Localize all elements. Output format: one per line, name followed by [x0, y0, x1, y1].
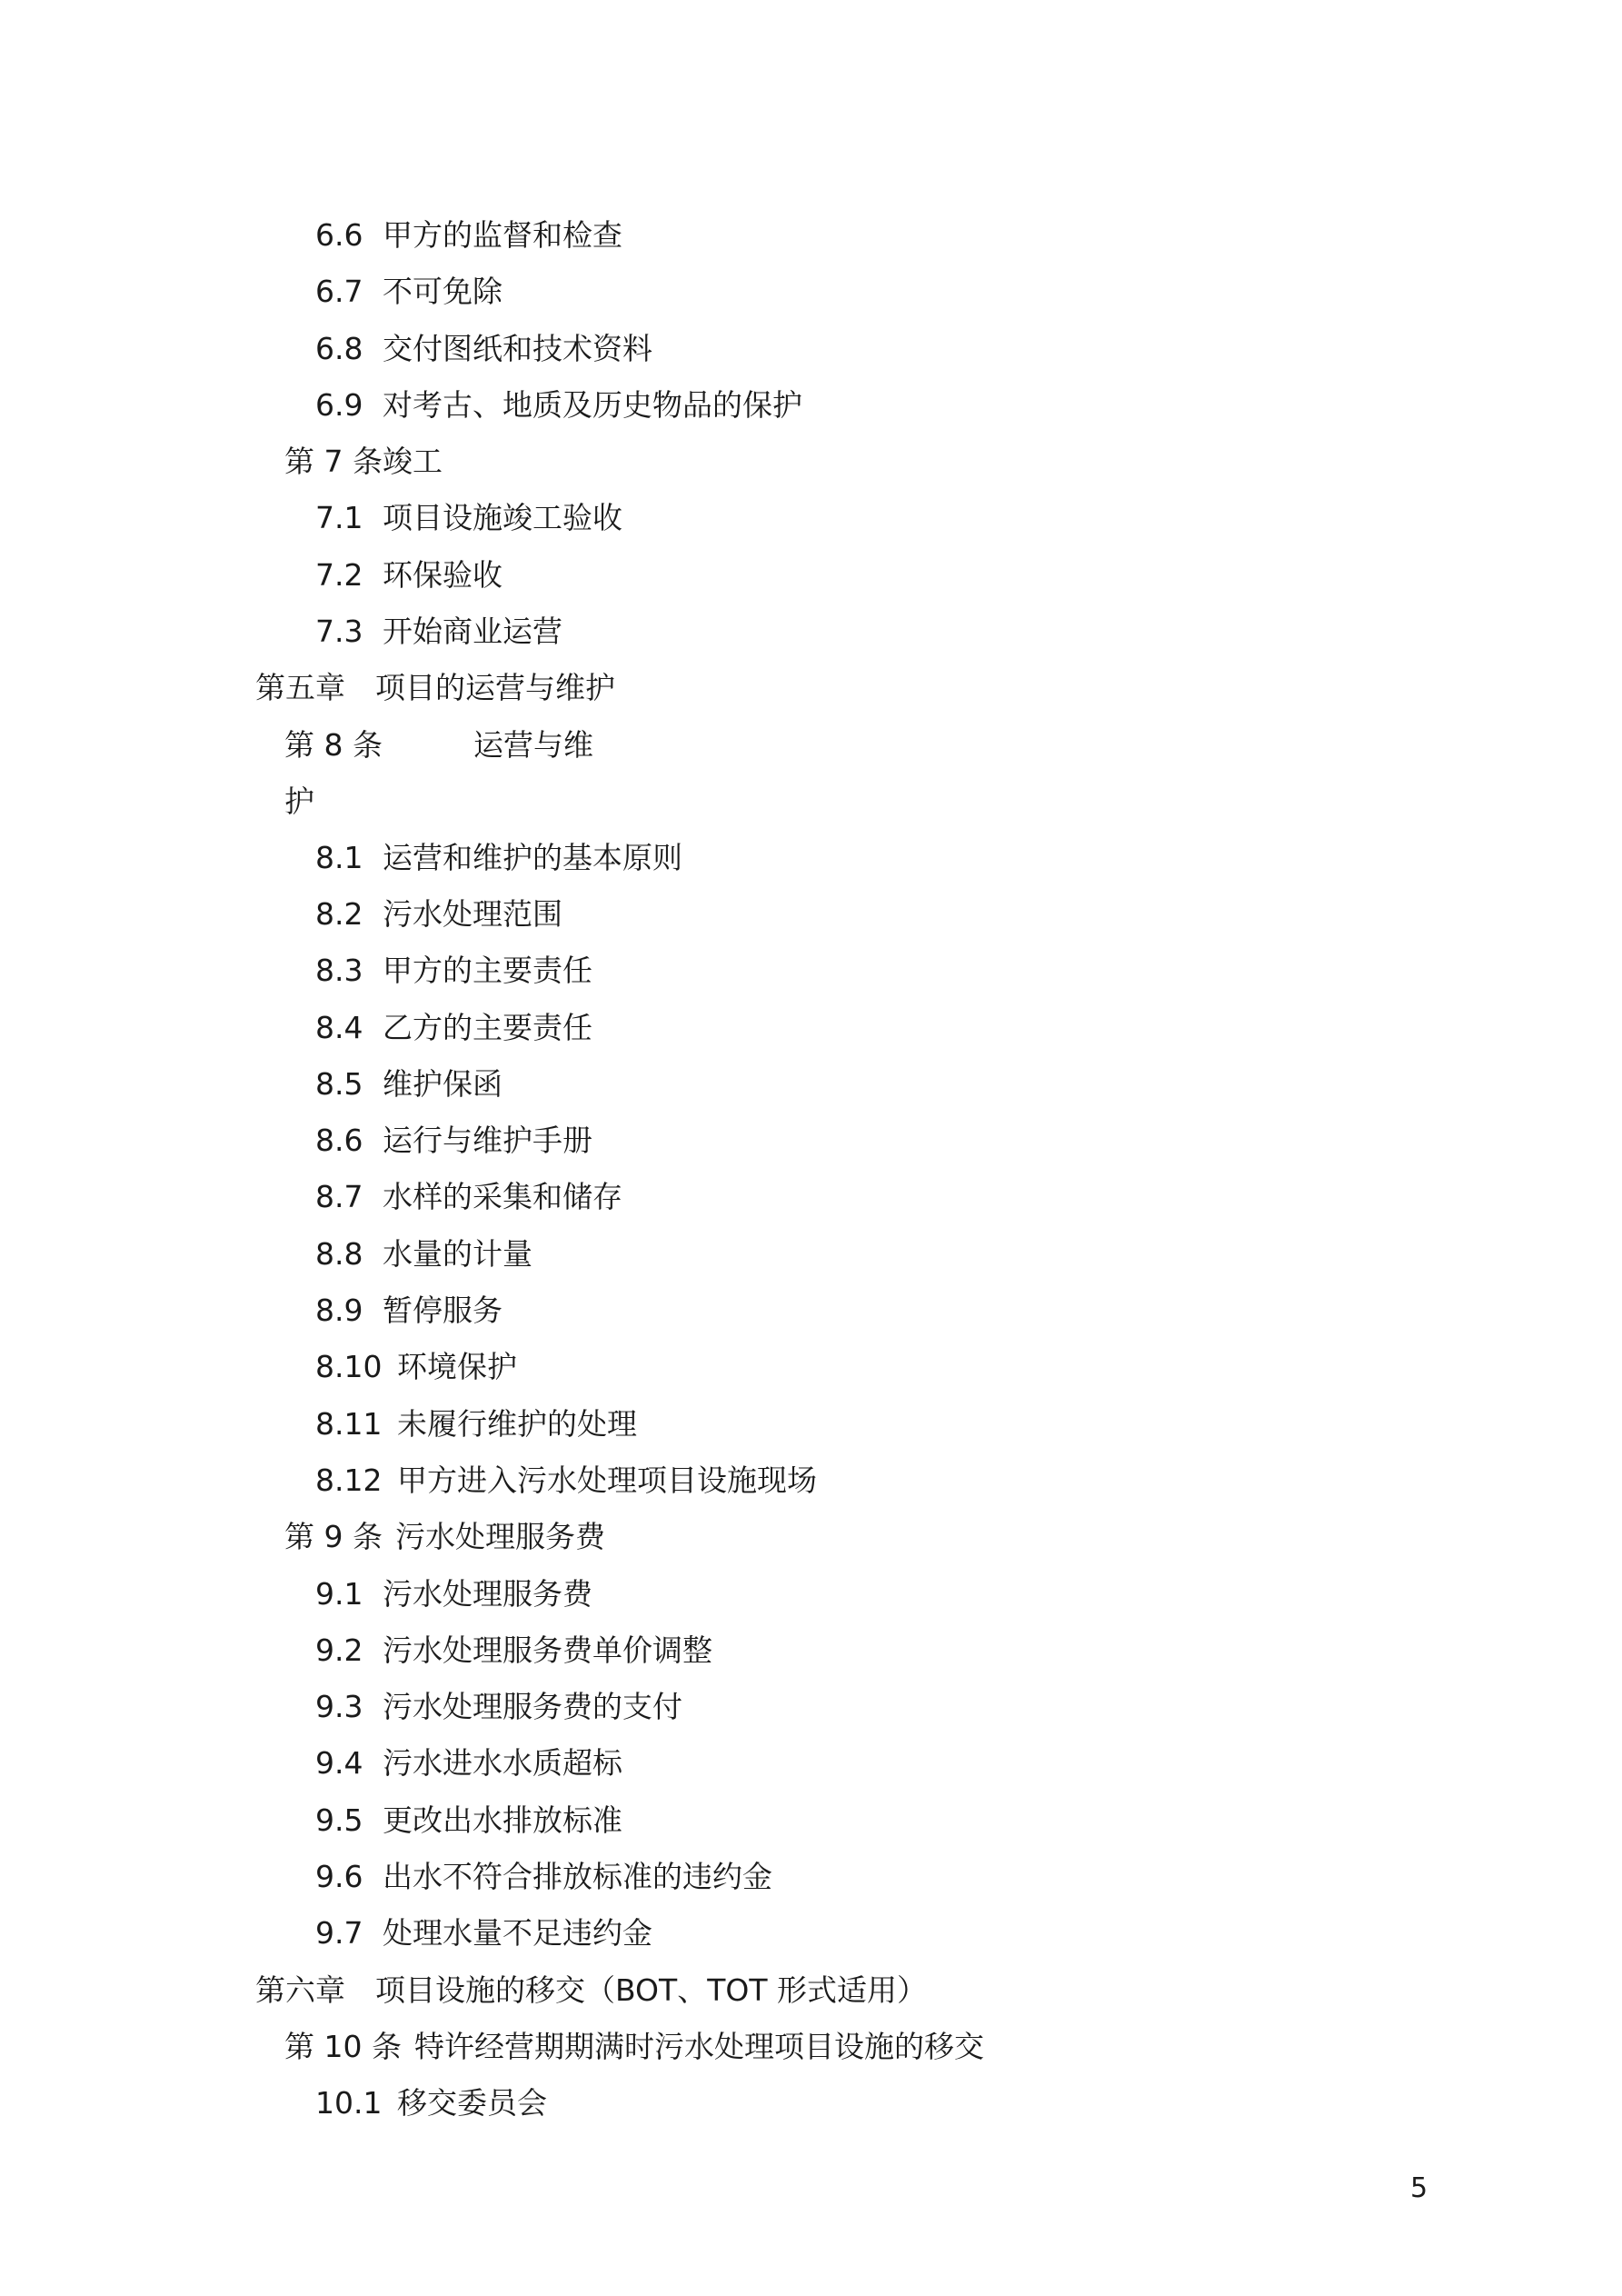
toc-title: 甲方的监督和检查: [383, 217, 622, 253]
toc-item-8-3: [0, 943, 1622, 999]
toc-number: 第六章: [255, 1972, 345, 2008]
toc-title: 竣工: [382, 444, 443, 480]
toc-title: 甲方进入污水处理项目设施现场: [397, 1462, 817, 1498]
table-of-contents: [0, 207, 1622, 2132]
toc-number: 6.7: [315, 274, 363, 310]
toc-item-6-7: [0, 264, 1622, 320]
page-number: 5: [1410, 2172, 1428, 2204]
toc-title: 项目设施竣工验收: [383, 500, 622, 536]
toc-item-7-3: [0, 604, 1622, 660]
toc-number: 第 8 条: [284, 726, 383, 763]
toc-title: 污水处理服务费单价调整: [383, 1632, 712, 1668]
toc-item-8-10: [0, 1339, 1622, 1395]
toc-title: 更改出水排放标准: [383, 1802, 622, 1838]
toc-number: 8.9: [315, 1293, 363, 1329]
toc-number: 9.3: [315, 1689, 363, 1725]
toc-title: 甲方的主要责任: [383, 953, 592, 989]
toc-title: 运行与维护手册: [383, 1123, 592, 1159]
toc-title: 移交委员会: [397, 2085, 547, 2121]
toc-title: 水样的采集和储存: [383, 1179, 622, 1215]
toc-number: 8.1: [315, 839, 363, 875]
toc-chapter-5: [0, 660, 1622, 716]
toc-item-7-1: [0, 490, 1622, 546]
toc-number: 8.6: [315, 1123, 363, 1159]
toc-item-8-8: [0, 1226, 1622, 1283]
toc-number: 6.6: [315, 217, 363, 253]
toc-item-8-2: [0, 886, 1622, 943]
toc-number: 10.1: [315, 2085, 383, 2121]
toc-title: 环保验收: [383, 556, 503, 593]
toc-item-9-2: [0, 1622, 1622, 1679]
toc-number: 8.8: [315, 1235, 363, 1272]
toc-number: 8.3: [315, 953, 363, 989]
toc-item-7-2: [0, 547, 1622, 604]
toc-title: 污水处理服务费的支付: [383, 1689, 682, 1725]
toc-number: 9.6: [315, 1859, 363, 1895]
toc-number: 9.4: [315, 1745, 363, 1782]
toc-number: 9.1: [315, 1575, 363, 1612]
toc-number: 9.5: [315, 1802, 363, 1838]
toc-item-9-3: [0, 1679, 1622, 1735]
toc-item-8-7: [0, 1169, 1622, 1225]
toc-item-6-8: [0, 321, 1622, 377]
toc-number: 第 10 条: [284, 2028, 402, 2064]
toc-title: 未履行维护的处理: [397, 1405, 637, 1442]
toc-title: 处理水量不足违约金: [383, 1915, 652, 1952]
toc-title: 维护保函: [383, 1065, 503, 1102]
toc-item-6-6: [0, 207, 1622, 264]
toc-number: 9.2: [315, 1632, 363, 1668]
toc-number: 6.9: [315, 386, 363, 423]
toc-article-10: [0, 2019, 1622, 2075]
toc-number: 第 9 条: [284, 1519, 383, 1555]
toc-title: 污水处理范围: [383, 895, 562, 932]
toc-title: 交付图纸和技术资料: [383, 330, 652, 366]
toc-title-wrap: 护: [284, 783, 314, 819]
toc-number: 8.11: [315, 1405, 383, 1442]
toc-title: 污水处理服务费: [394, 1519, 605, 1555]
toc-number: 9.7: [315, 1915, 363, 1952]
toc-title: 水量的计量: [383, 1235, 532, 1272]
toc-title: 项目的运营与维护: [375, 670, 615, 706]
toc-title: 运营与维: [473, 726, 593, 763]
toc-title: 环境保护: [397, 1349, 517, 1385]
toc-number: 8.2: [315, 895, 363, 932]
toc-number: 8.4: [315, 1009, 363, 1045]
toc-title: 对考古、地质及历史物品的保护: [383, 386, 802, 423]
toc-item-9-7: [0, 1905, 1622, 1962]
toc-item-9-1: [0, 1566, 1622, 1622]
toc-item-8-12: [0, 1452, 1622, 1509]
toc-chapter-6: [0, 1962, 1622, 2019]
toc-title: 运营和维护的基本原则: [383, 839, 682, 875]
toc-number: 8.10: [315, 1349, 383, 1385]
toc-number: 第五章: [255, 670, 345, 706]
toc-item-8-11: [0, 1396, 1622, 1452]
toc-title: 开始商业运营: [383, 614, 562, 650]
toc-item-9-6: [0, 1849, 1622, 1905]
toc-title: 出水不符合排放标准的违约金: [383, 1859, 772, 1895]
toc-title: 特许经营期期满时污水处理项目设施的移交: [413, 2028, 984, 2064]
toc-item-8-4: [0, 1000, 1622, 1056]
toc-number: 6.8: [315, 330, 363, 366]
toc-item-8-9: [0, 1283, 1622, 1339]
toc-number: 8.7: [315, 1179, 363, 1215]
toc-title: 暂停服务: [383, 1293, 503, 1329]
toc-item-10-1: [0, 2075, 1622, 2131]
toc-title: 乙方的主要责任: [383, 1009, 592, 1045]
toc-item-9-5: [0, 1792, 1622, 1849]
toc-number: 第 7 条: [284, 444, 383, 480]
toc-article-9: [0, 1509, 1622, 1565]
toc-item-8-6: [0, 1113, 1622, 1169]
toc-item-6-9: [0, 377, 1622, 434]
toc-number: 8.12: [315, 1462, 383, 1498]
toc-title: 污水处理服务费: [383, 1575, 592, 1612]
toc-item-8-5: [0, 1056, 1622, 1113]
toc-item-9-4: [0, 1735, 1622, 1792]
toc-article-8: [0, 717, 1622, 830]
toc-title: 项目设施的移交（BOT、TOT 形式适用）: [375, 1972, 927, 2008]
toc-number: 8.5: [315, 1065, 363, 1102]
toc-number: 7.3: [315, 614, 363, 650]
toc-article-7: [0, 434, 1622, 490]
toc-title: 污水进水水质超标: [383, 1745, 622, 1782]
toc-number: 7.2: [315, 556, 363, 593]
toc-number: 7.1: [315, 500, 363, 536]
toc-item-8-1: [0, 830, 1622, 886]
toc-title: 不可免除: [383, 274, 503, 310]
